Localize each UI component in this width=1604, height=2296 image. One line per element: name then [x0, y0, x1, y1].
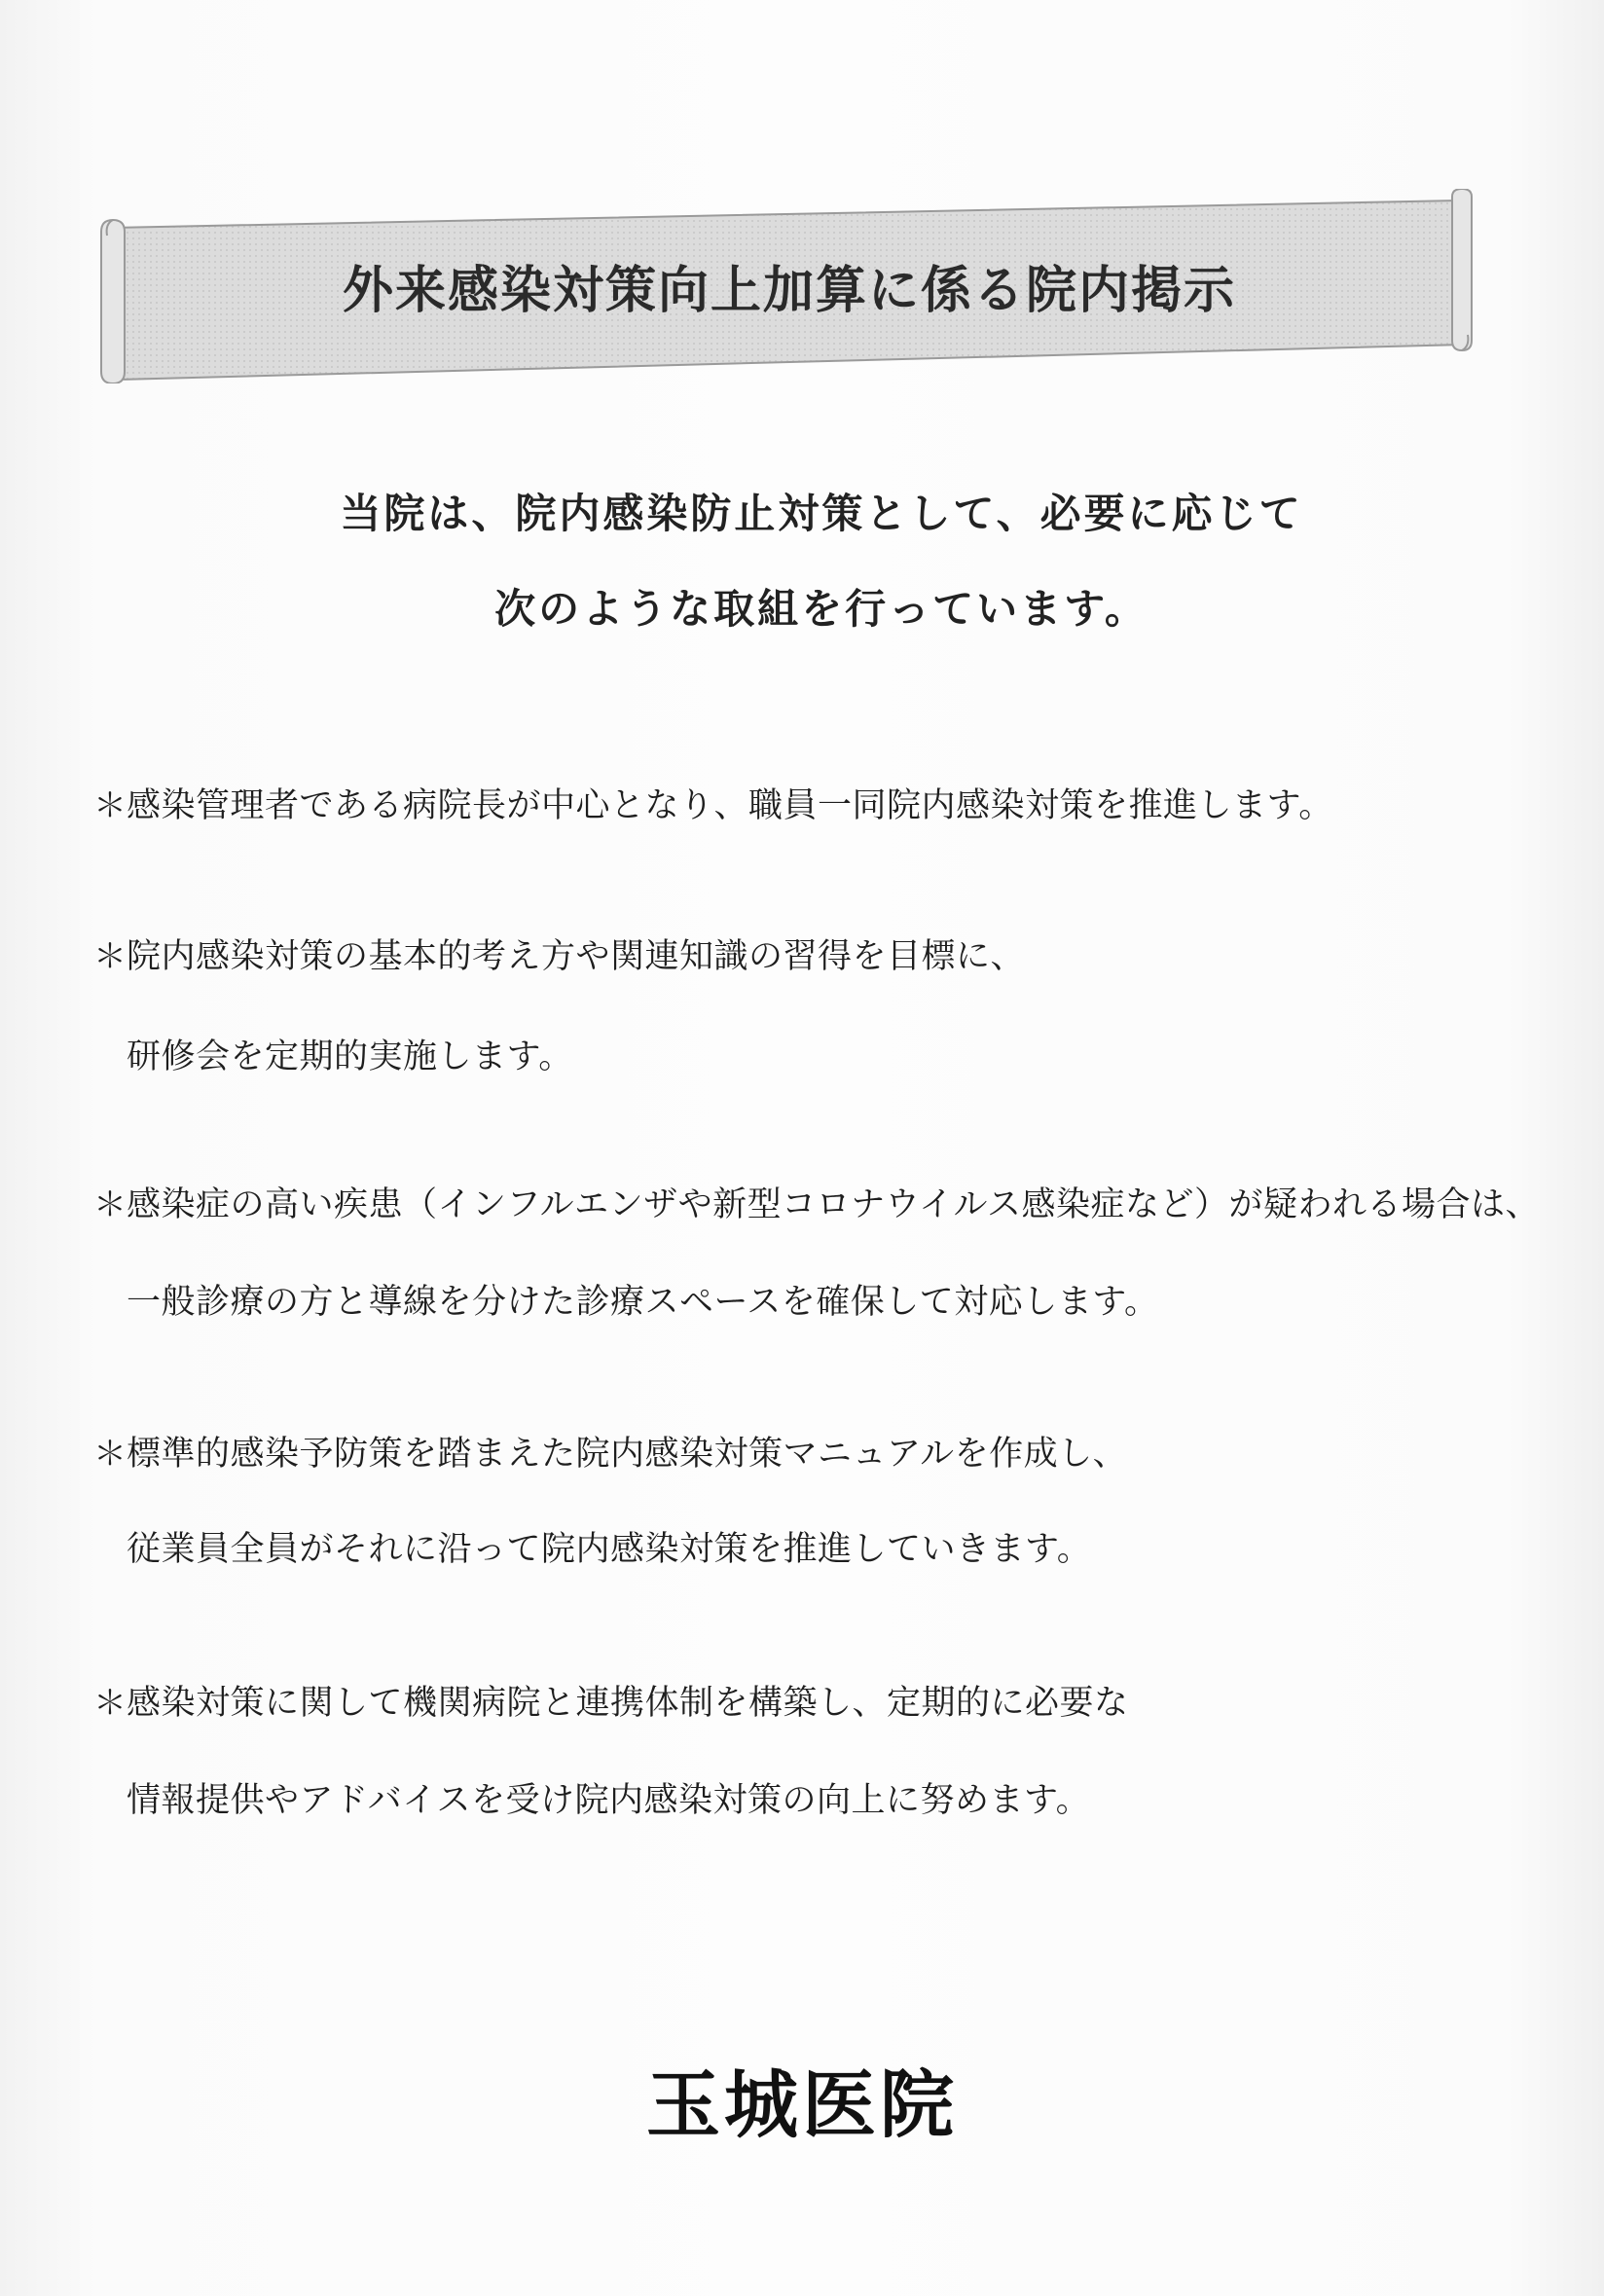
list-item-2-line-2: 研修会を定期的実施します。: [127, 1038, 573, 1076]
list-item-3-line-1: [93, 1178, 1540, 1226]
asterisk-bullet-icon: ＊: [93, 1684, 128, 1723]
list-item-3-line-2: 一般診療の方と導線を分けた診療スペースを確保して対応します。: [127, 1283, 1159, 1322]
asterisk-bullet-icon: ＊: [93, 1435, 128, 1474]
asterisk-bullet-icon: ＊: [93, 937, 128, 976]
list-item-text: 感染症の高い疾患（インフルエンザや新型コロナウイルス感染症など）が疑われる場合は、: [127, 1185, 1541, 1224]
list-item-4-line-2: 従業員全員がそれに沿って院内感染対策を推進していきます。: [127, 1530, 1092, 1569]
list-item-text: 標準的感染予防策を踏まえた院内感染対策マニュアルを作成し、: [127, 1435, 1128, 1474]
page-title: 外来感染対策向上加算に係る院内掲示: [342, 262, 1236, 320]
title-banner: [95, 189, 1483, 383]
list-item-text: 感染管理者である病院長が中心となり、職員一同院内感染対策を推進します。: [127, 786, 1333, 825]
list-item-text: 感染対策に関して機関病院と連携体制を構築し、定期的に必要な: [127, 1684, 1129, 1723]
clinic-name: 玉城医院: [646, 2061, 958, 2148]
list-item-5-line-2: 情報提供やアドバイスを受け院内感染対策の向上に努めます。: [127, 1781, 1091, 1820]
list-item-2-line-1: [93, 929, 1025, 978]
asterisk-bullet-icon: ＊: [93, 786, 128, 825]
intro-line-1: 当院は、院内感染防止対策として、必要に応じて: [340, 490, 1303, 537]
list-item-5-line-1: [93, 1676, 1129, 1725]
asterisk-bullet-icon: ＊: [93, 1185, 128, 1224]
list-item-4-line-1: [93, 1427, 1127, 1476]
intro-line-2: 次のような取組を行っています。: [494, 585, 1148, 633]
list-item-text: 院内感染対策の基本的考え方や関連知識の習得を目標に、: [127, 937, 1026, 976]
list-item-1-line-1: [93, 779, 1333, 827]
